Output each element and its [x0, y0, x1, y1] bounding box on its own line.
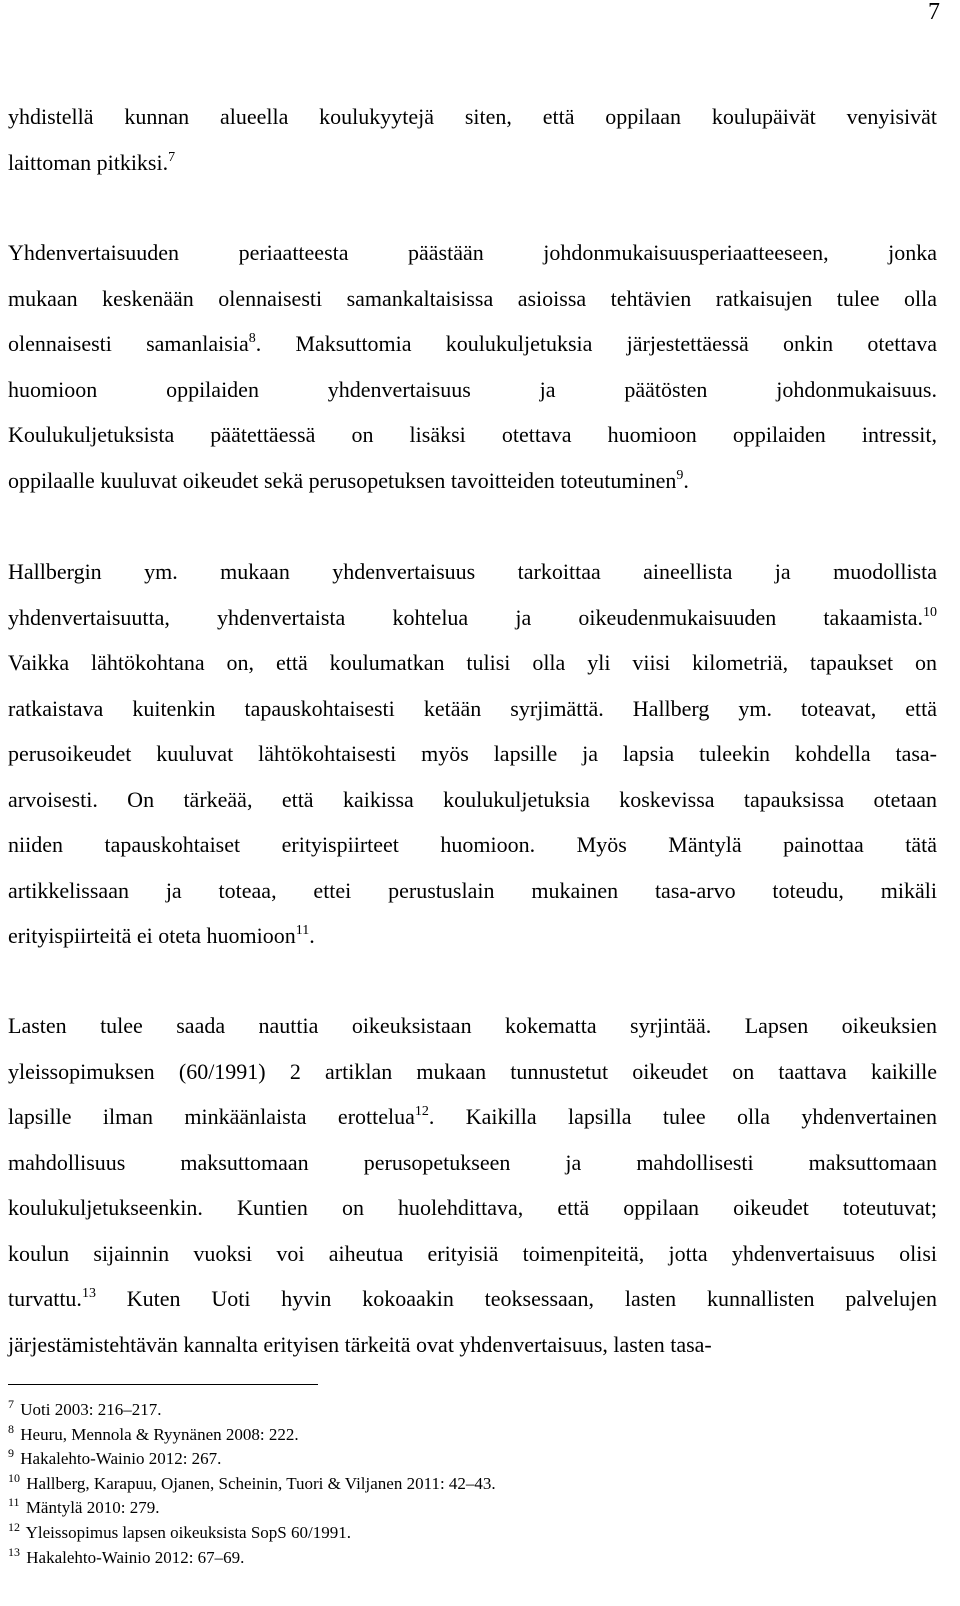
- line-text: huomioon oppilaiden yhdenvertaisuus ja päätösten johdonmukaisuus.: [8, 376, 937, 402]
- footnote-number: 11: [8, 1495, 20, 1510]
- footnote-text: Hakalehto-Wainio 2012: 267.: [16, 1449, 222, 1469]
- line-text: oppilaalle kuuluvat oikeudet sekä perusopetuksen tavoitteiden toteutuminen: [8, 467, 677, 493]
- paragraph-3: [8, 549, 937, 959]
- paragraph-1: [8, 94, 937, 185]
- footnote-text: Yleissopimus lapsen oikeuksista SopS 60/1991.: [22, 1522, 351, 1542]
- text-line: [8, 458, 937, 504]
- footnote: [8, 1447, 937, 1472]
- line-text: yleissopimuksen (60/1991) 2 artiklan mukaan tunnustetut oikeudet on taattava kaikille: [8, 1058, 937, 1084]
- footnote-text: Hakalehto-Wainio 2012: 67–69.: [22, 1547, 245, 1567]
- line-text-trailing: . Kaikilla lapsilla tulee olla yhdenvertainen: [428, 1104, 937, 1129]
- footnote-ref: 13: [81, 1286, 96, 1301]
- footnote: [8, 1546, 937, 1571]
- footnote-number: 10: [8, 1470, 20, 1485]
- text-line: [8, 549, 937, 595]
- footnote-number: 9: [8, 1446, 14, 1461]
- footnote-number: 13: [8, 1544, 20, 1559]
- text-line: [8, 367, 937, 413]
- text-line: [8, 1140, 937, 1186]
- footnote-separator: [8, 1384, 318, 1385]
- text-line: [8, 321, 937, 367]
- text-line: [8, 595, 937, 641]
- text-line: [8, 777, 937, 823]
- line-text: Lasten tulee saada nauttia oikeuksistaan kokematta syrjintää. Lapsen oikeuksien: [8, 1013, 937, 1038]
- footnote: [8, 1521, 937, 1546]
- footnote-ref: 12: [414, 1104, 429, 1119]
- line-text: yhdenvertaisuutta, yhdenvertaista kohtelua ja oikeudenmukaisuuden takaamista.: [8, 604, 923, 630]
- text-line: [8, 686, 937, 732]
- footnote-ref: 11: [295, 923, 310, 938]
- footnote-number: 7: [8, 1397, 14, 1411]
- text-line: [8, 1003, 937, 1049]
- line-text: artikkelissaan ja toteaa, ettei perustuslain mukainen tasa-arvo toteudu, mikäli: [8, 877, 937, 903]
- footnote-text: Hallberg, Karapuu, Ojanen, Scheinin, Tuori & Viljanen 2011: 42–43.: [22, 1473, 496, 1493]
- text-line: [8, 1094, 937, 1140]
- line-text: erityispiirteitä ei oteta huomioon: [8, 923, 296, 948]
- text-line: [8, 276, 937, 322]
- line-text-trailing: . Maksuttomia koulukuljetuksia järjestettäessä onkin otettava: [255, 331, 937, 356]
- text-line: [8, 868, 937, 914]
- text-line: [8, 94, 937, 140]
- line-text: Yhdenvertaisuuden periaatteesta päästään johdonmukaisuusperiaatteeseen, jonka: [8, 240, 937, 265]
- text-line: [8, 640, 937, 686]
- text-line: [8, 230, 937, 276]
- line-text: koulun sijainnin vuoksi voi aiheutua erityisiä toimenpiteitä, jotta yhdenvertaisuus olisi: [8, 1240, 937, 1266]
- line-text-trailing: Kuten Uoti hyvin kokoaakin teoksessaan, lasten kunnallisten palvelujen: [95, 1286, 937, 1311]
- line-text: mahdollisuus maksuttomaan perusopetukseen ja mahdollisesti maksuttomaan: [8, 1149, 937, 1175]
- footnote-ref: 10: [923, 604, 937, 620]
- line-text: niiden tapauskohtaiset erityispiirteet huomioon. Myös Mäntylä painottaa tätä: [8, 832, 937, 857]
- footnote: [8, 1472, 937, 1497]
- text-line: [8, 913, 937, 959]
- footnote-text: Uoti 2003: 216–217.: [16, 1400, 162, 1419]
- line-text: Koulukuljetuksista päätettäessä on lisäksi otettava huomioon oppilaiden intressit,: [8, 422, 937, 447]
- footnote: [8, 1496, 937, 1521]
- line-text: Vaikka lähtökohtana on, että koulumatkan tulisi olla yli viisi kilometriä, tapaukset on: [8, 650, 937, 675]
- footnote: [8, 1423, 937, 1448]
- footnote-text: Heuru, Mennola & Ryynänen 2008: 222.: [16, 1424, 299, 1444]
- text-line: [8, 731, 937, 777]
- text-line: [8, 1276, 937, 1322]
- text-line: [8, 412, 937, 458]
- text-line: [8, 140, 937, 186]
- line-text: koulukuljetukseenkin. Kuntien on huolehdittava, että oppilaan oikeudet toteutuvat;: [8, 1195, 937, 1220]
- footnotes: [8, 1398, 937, 1570]
- footnote-number: 12: [8, 1519, 20, 1534]
- footnote: [8, 1398, 937, 1423]
- line-text-trailing: .: [309, 923, 315, 948]
- text-line: [8, 1322, 937, 1368]
- line-text: laittoman pitkiksi.: [8, 149, 169, 175]
- footnote-ref: 9: [676, 467, 684, 483]
- text-line: [8, 822, 937, 868]
- text-line: [8, 1185, 937, 1231]
- line-text: yhdistellä kunnan alueella koulukyytejä siten, että oppilaan koulupäivät venyisivät: [8, 104, 937, 129]
- line-text: lapsille ilman minkäänlaista erottelua: [8, 1104, 415, 1129]
- line-text: perusoikeudet kuuluvat lähtökohtaisesti myös lapsille ja lapsia tuleekin kohdella tasa-: [8, 741, 937, 766]
- text-line: [8, 1049, 937, 1095]
- paragraph-4: [8, 1003, 937, 1367]
- line-text: mukaan keskenään olennaisesti samankaltaisissa asioissa tehtävien ratkaisujen tulee olla: [8, 285, 937, 311]
- footnote-ref: 8: [248, 331, 256, 346]
- footnote-number: 8: [8, 1421, 14, 1436]
- paragraph-2: [8, 230, 937, 503]
- page-number: 7: [928, 0, 940, 25]
- line-text-trailing: .: [683, 467, 689, 493]
- line-text: ratkaistava kuitenkin tapauskohtaisesti ketään syrjimättä. Hallberg ym. toteavat, että: [8, 695, 937, 721]
- line-text: turvattu.: [8, 1286, 82, 1311]
- text-line: [8, 1231, 937, 1277]
- footnote-ref: 7: [168, 149, 176, 165]
- line-text: Hallbergin ym. mukaan yhdenvertaisuus tarkoittaa aineellista ja muodollista: [8, 559, 937, 584]
- footnote-text: Mäntylä 2010: 279.: [21, 1498, 160, 1518]
- line-text: olennaisesti samanlaisia: [8, 331, 249, 356]
- line-text: järjestämistehtävän kannalta erityisen tärkeitä ovat yhdenvertaisuus, lasten tasa-: [8, 1331, 712, 1357]
- line-text: arvoisesti. On tärkeää, että kaikissa koulukuljetuksia koskevissa tapauksissa otetaan: [8, 786, 937, 812]
